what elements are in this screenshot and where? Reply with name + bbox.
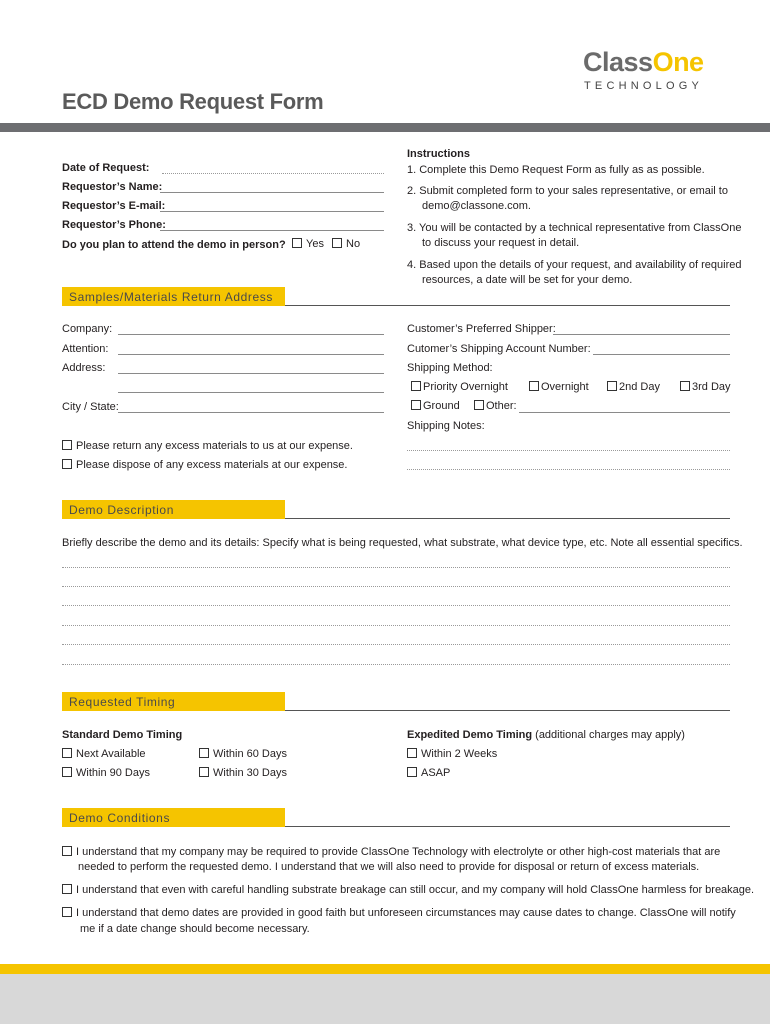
header-bar	[0, 123, 770, 132]
within-90-checkbox[interactable]	[62, 767, 72, 777]
next-available-label: Next Available	[76, 748, 146, 760]
next-available-option[interactable]	[62, 748, 146, 760]
date-field[interactable]	[162, 173, 384, 174]
yes-label: Yes	[306, 238, 324, 250]
instruction-2-line2: demo@classone.com.	[422, 200, 531, 212]
dispose-materials-label: Please dispose of any excess materials at our expense.	[76, 459, 348, 471]
description-line[interactable]	[62, 586, 730, 587]
description-line[interactable]	[62, 644, 730, 645]
section-divider	[285, 710, 730, 711]
company-label: Company:	[62, 323, 113, 335]
phone-label: Requestor’s Phone:	[62, 219, 166, 231]
name-label: Requestor’s Name:	[62, 181, 163, 193]
other-shipping-field[interactable]	[519, 412, 730, 413]
phone-field[interactable]	[160, 230, 384, 231]
no-checkbox[interactable]	[332, 238, 342, 248]
address-field-line1[interactable]	[118, 373, 384, 374]
section-demo-description-header	[62, 500, 285, 519]
shipping-notes-line2[interactable]	[407, 469, 730, 470]
within-30-label: Within 30 Days	[213, 767, 287, 779]
overnight-option[interactable]	[529, 381, 589, 393]
standard-timing-heading: Standard Demo Timing	[62, 729, 183, 741]
third-day-option[interactable]	[680, 381, 731, 393]
condition-3-option[interactable]	[62, 906, 736, 922]
condition-3-line1: I understand that demo dates are provided in good faith but unforeseen circumstances may cause dates to change. ClassOne will notify	[76, 907, 736, 919]
instructions-heading: Instructions	[407, 148, 470, 160]
priority-overnight-label: Priority Overnight	[423, 381, 508, 393]
section-samples-header	[62, 287, 285, 306]
yes-checkbox[interactable]	[292, 238, 302, 248]
shipping-account-field[interactable]	[593, 354, 730, 355]
instruction-1: 1. Complete this Demo Request Form as fully as as possible.	[407, 164, 705, 176]
expedited-note: (additional charges may apply)	[532, 729, 685, 741]
condition-2-line1: I understand that even with careful handling substrate breakage can still occur, and my company will hold ClassOne harmless for breakage.	[76, 884, 755, 896]
no-label: No	[346, 238, 361, 250]
name-field[interactable]	[160, 192, 384, 193]
within-90-option[interactable]	[62, 767, 150, 779]
other-checkbox[interactable]	[474, 400, 484, 410]
company-field[interactable]	[118, 334, 384, 335]
section-timing-title: Requested Timing	[69, 695, 176, 709]
within-90-label: Within 90 Days	[76, 767, 150, 779]
within-60-label: Within 60 Days	[213, 748, 287, 760]
shipping-notes-line1[interactable]	[407, 450, 730, 451]
second-day-option[interactable]	[607, 381, 660, 393]
description-line[interactable]	[62, 664, 730, 665]
description-line[interactable]	[62, 625, 730, 626]
overnight-checkbox[interactable]	[529, 381, 539, 391]
within-2-weeks-checkbox[interactable]	[407, 748, 417, 758]
attend-no-option[interactable]	[332, 238, 360, 250]
return-materials-checkbox[interactable]	[62, 440, 72, 450]
within-2-weeks-label: Within 2 Weeks	[421, 748, 498, 760]
date-label: Date of Request:	[62, 162, 150, 174]
city-state-label: City / State:	[62, 401, 119, 413]
within-60-checkbox[interactable]	[199, 748, 209, 758]
page-title: ECD Demo Request Form	[62, 89, 324, 114]
other-label: Other:	[486, 400, 517, 412]
expedited-heading-text: Expedited Demo Timing	[407, 729, 533, 741]
instruction-4-line1: 4. Based upon the details of your request, and availability of required	[407, 259, 742, 271]
description-line[interactable]	[62, 605, 730, 606]
condition-1-line1: I understand that my company may be required to provide ClassOne Technology with electrolyte or other high-cost materials that are	[76, 846, 721, 858]
demo-description-prompt: Briefly describe the demo and its details: Specify what is being requested, what substrate, what device type, etc. Note all essential specifics.	[62, 537, 743, 549]
third-day-label: 3rd Day	[692, 381, 731, 393]
address-label: Address:	[62, 362, 106, 374]
instruction-3-line2: to discuss your request in detail.	[422, 237, 580, 249]
ground-option[interactable]	[411, 400, 460, 412]
next-available-checkbox[interactable]	[62, 748, 72, 758]
other-option[interactable]	[474, 400, 517, 412]
email-label: Requestor’s E-mail:	[62, 200, 166, 212]
third-day-checkbox[interactable]	[680, 381, 690, 391]
logo-part2: One	[652, 47, 704, 77]
condition-3-checkbox[interactable]	[62, 907, 72, 917]
attend-yes-option[interactable]	[292, 238, 324, 250]
footer-accent-bar	[0, 964, 770, 974]
attention-label: Attention:	[62, 343, 109, 355]
within-2-weeks-option[interactable]	[407, 748, 497, 760]
city-state-field[interactable]	[118, 412, 384, 413]
shipping-method-label: Shipping Method:	[407, 362, 493, 374]
condition-1-option[interactable]	[62, 845, 720, 861]
section-divider	[285, 305, 730, 306]
condition-3-line2: me if a date change should become necessary.	[80, 923, 310, 935]
return-materials-option[interactable]	[62, 440, 353, 452]
dispose-materials-checkbox[interactable]	[62, 459, 72, 469]
section-timing-header	[62, 692, 285, 711]
priority-overnight-checkbox[interactable]	[411, 381, 421, 391]
description-line[interactable]	[62, 567, 730, 568]
email-field[interactable]	[160, 211, 384, 212]
instruction-2-line1: 2. Submit completed form to your sales representative, or email to	[407, 185, 728, 197]
second-day-checkbox[interactable]	[607, 381, 617, 391]
condition-2-option[interactable]	[62, 883, 754, 899]
section-divider	[285, 826, 730, 827]
within-60-option[interactable]	[199, 748, 287, 760]
section-conditions-header	[62, 808, 285, 827]
asap-option[interactable]	[407, 767, 450, 779]
attention-field[interactable]	[118, 354, 384, 355]
within-30-checkbox[interactable]	[199, 767, 209, 777]
preferred-shipper-field[interactable]	[553, 334, 730, 335]
instruction-3-line1: 3. You will be contacted by a technical representative from ClassOne	[407, 222, 742, 234]
priority-overnight-option[interactable]	[411, 381, 508, 393]
section-divider	[285, 518, 730, 519]
section-samples-title: Samples/Materials Return Address	[69, 290, 273, 304]
ground-checkbox[interactable]	[411, 400, 421, 410]
shipping-account-label: Cutomer’s Shipping Account Number:	[407, 343, 591, 355]
classone-logo	[583, 47, 704, 78]
footer-gray-band	[0, 974, 770, 1024]
second-day-label: 2nd Day	[619, 381, 660, 393]
logo-part1: Class	[583, 47, 653, 77]
within-30-option[interactable]	[199, 767, 287, 779]
asap-label: ASAP	[421, 767, 451, 779]
condition-1-checkbox[interactable]	[62, 846, 72, 856]
preferred-shipper-label: Customer’s Preferred Shipper:	[407, 323, 556, 335]
section-demo-description-title: Demo Description	[69, 503, 174, 517]
logo-subtitle: TECHNOLOGY	[584, 80, 704, 92]
condition-1-line2: needed to perform the requested demo. I understand that we will also need to provide for disposal or return of excess materials.	[78, 861, 700, 873]
dispose-materials-option[interactable]	[62, 459, 347, 471]
shipping-notes-label: Shipping Notes:	[407, 420, 485, 432]
attend-label: Do you plan to attend the demo in person?	[62, 239, 286, 251]
asap-checkbox[interactable]	[407, 767, 417, 777]
overnight-label: Overnight	[541, 381, 589, 393]
section-conditions-title: Demo Conditions	[69, 811, 171, 825]
expedited-timing-heading	[407, 729, 685, 741]
condition-2-checkbox[interactable]	[62, 884, 72, 894]
return-materials-label: Please return any excess materials to us at our expense.	[76, 440, 353, 452]
instruction-4-line2: resources, a date will be set for your demo.	[422, 274, 633, 286]
address-field-line2[interactable]	[118, 392, 384, 393]
ground-label: Ground	[423, 400, 460, 412]
